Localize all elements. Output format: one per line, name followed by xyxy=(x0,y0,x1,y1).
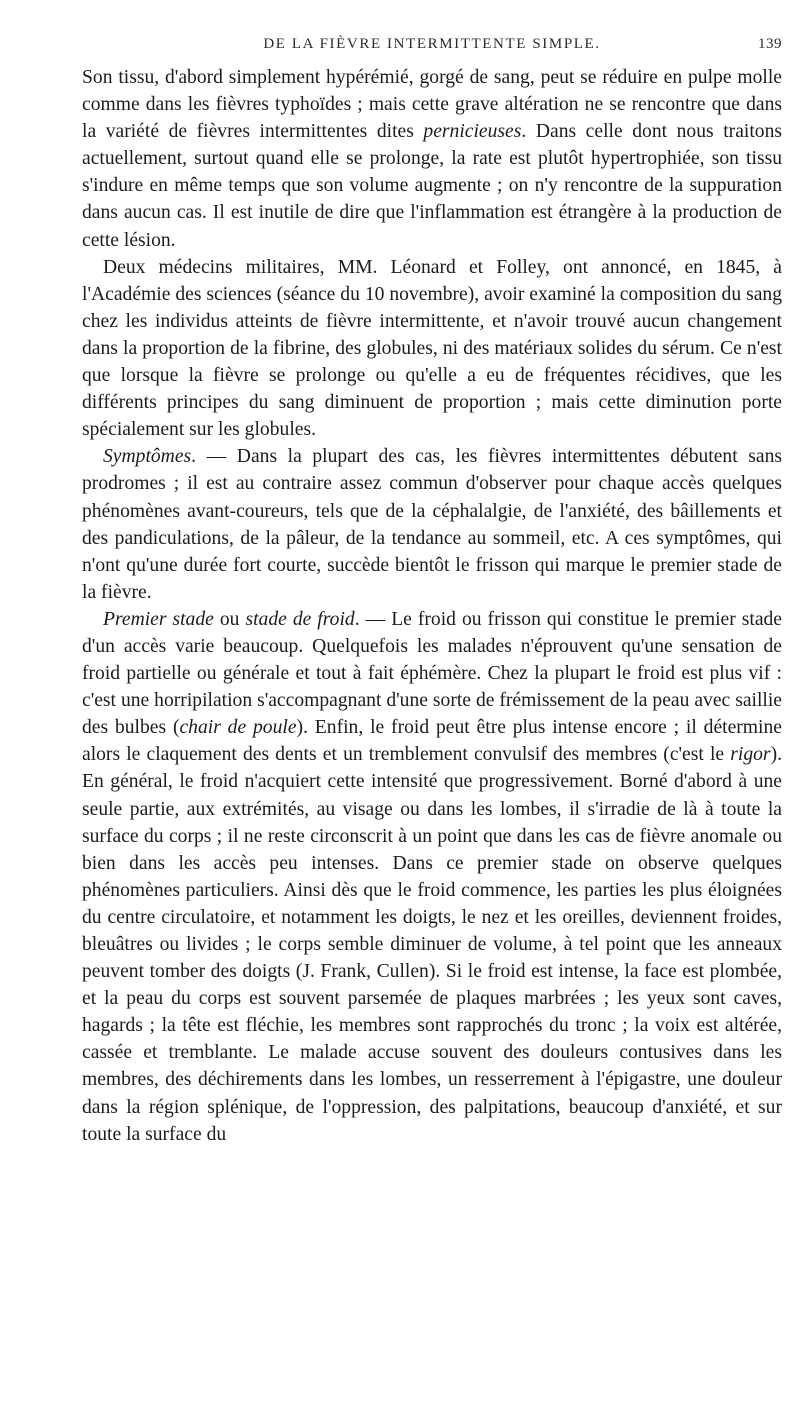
italic-term-chair-de-poule: chair de poule xyxy=(179,717,297,739)
body-text xyxy=(82,64,782,1148)
italic-term-rigor: rigor xyxy=(730,744,771,766)
text-span: ). En général, le froid n'acquiert cette intensité que progressivement. Borné d'abord à une seule partie, aux extrémités, au visage ou dans les lombes, il s'irradie de là à toute la surface du corps ; il ne reste circonscrit à un point que dans les cas de fièvre anomale ou bien dans les accès peu intenses. Dans ce premier stade on observe quelques phénomènes particuliers. Ainsi dès que le froid commence, les parties les plus éloignées du centre circulatoire, et notamment les doigts, le nez et les oreilles, deviennent froides, bleuâtres ou livides ; le corps semble diminuer de volume, à tel point que les anneaux peuvent tomber des doigts (J. Frank, Cullen). Si le froid est intense, la face est plombée, et la peau du corps est souvent parsemée de plaques marbrées ; les yeux sont caves, hagards ; la tête est fléchie, les membres sont rapprochés du tronc ; la voix est altérée, cassée et tremblante. Le malade accuse souvent des douleurs contusives dans les membres, des déchirements dans les lombes, un resserrement à l'épigastre, une douleur dans la région splénique, de l'oppression, des palpitations, beaucoup d'anxiété, et sur toute la surface du xyxy=(82,744,782,1145)
text-span: . — Dans la plupart des cas, les fièvres intermittentes débutent sans prodromes ; il est au contraire assez commun d'observer pour chaque accès quelques phénomènes avant-coureurs, tels que de la céphalalgie, de l'anxiété, des bâillements et des pandiculations, de la pâleur, de la tendance au sommeil, etc. A ces symptômes, qui n'ont qu'une durée fort courte, succède bientôt le frisson qui marque le premier stade de la fièvre. xyxy=(82,446,782,603)
running-header xyxy=(82,36,782,64)
text-span: ou xyxy=(213,608,246,630)
text-span: . — Le froid ou frisson qui constitue le premier stade d'un accès varie beaucoup. Quelquefois les malades n'éprouvent qu'une sensation de froid partielle ou générale et tout à fait éphémère. Chez la plupart le froid est plus vif : c'est une horripilation s'accompagnant d'une sorte de frémissement de la peau avec saillie des bulbes ( xyxy=(82,608,783,739)
book-page xyxy=(82,36,782,1148)
section-heading-premier-stade: Premier stade xyxy=(103,608,214,630)
paragraph-cold-stage xyxy=(82,606,782,1148)
text-span: Son tissu, d'abord simplement hypérémié, gorgé de sang, peut se réduire en pulpe molle comme dans les fièvres typhoïdes ; mais cette grave altération ne se rencontre que dans la variété de fièvres intermittentes dites xyxy=(82,67,782,143)
text-span: ). Enfin, le froid peut être plus intense encore ; il détermine alors le claquement des dents et un tremblement convulsif des membres (c'est le xyxy=(82,717,782,766)
paragraph-spleen-tissue xyxy=(82,64,782,254)
section-heading-symptomes: Symptômes xyxy=(103,446,192,468)
page-number: 139 xyxy=(758,36,782,52)
italic-term-pernicieuses: pernicieuses xyxy=(423,121,522,143)
text-span: . Dans celle dont nous traitons actuellement, surtout quand elle se prolonge, la rate est plutôt hypertrophiée, son tissu s'indure en même temps que son volume augmente ; on n'y rencontre de la suppuration dans aucun cas. Il est inutile de dire que l'inflammation est étrangère à la production de cette lésion. xyxy=(82,121,782,251)
paragraph-blood-composition: Deux médecins militaires, MM. Léonard et Folley, ont annoncé, en 1845, à l'Académie des sciences (séance du 10 novembre), avoir examiné la composition du sang chez les individus atteints de fièvre intermittente, et n'avoir trouvé aucun changement dans la proportion de la fibrine, des globules, ni des matériaux solides du sérum. Ce n'est que lorsque la fièvre se prolonge ou qu'elle a eu de fréquentes récidives, que les différents principes du sang diminuent de proportion ; mais cette diminution porte spécialement sur les globules. xyxy=(82,256,782,441)
running-title: DE LA FIÈVRE INTERMITTENTE SIMPLE. xyxy=(263,36,601,52)
section-heading-stade-de-froid: stade de froid xyxy=(245,608,355,630)
paragraph-symptoms xyxy=(82,443,782,606)
